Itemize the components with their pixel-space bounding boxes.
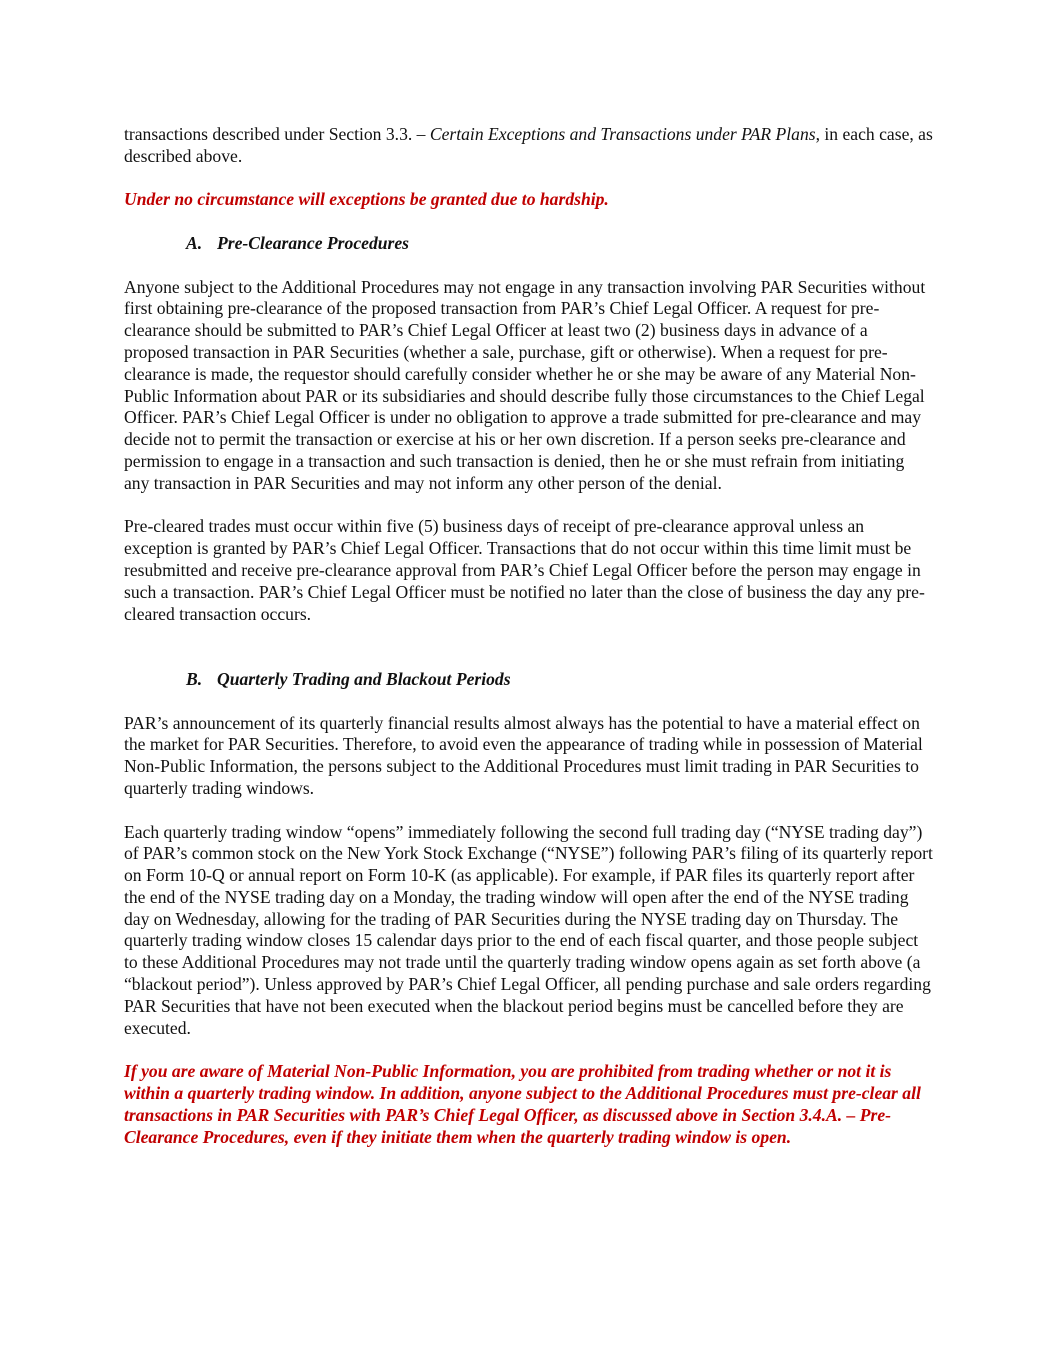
section-b-heading: [124, 669, 934, 691]
section-b-paragraph-2: Each quarterly trading window “opens” immediately following the second full trading day (“NYSE trading day”) of PAR’s common stock on the New York Stock Exchange (“NYSE”) following PAR’s filing of its quarterly report on Form 10-Q or annual report on Form 10-K (as applicable). For example, if PAR files its quarterly report after the end of the NYSE trading day on a Monday, the trading window will open after the end of the NYSE trading day on Wednesday, allowing for the trading of PAR Securities during the NYSE trading day on Thursday. The quarterly trading window closes 15 calendar days prior to the end of each fiscal quarter, and those people subject to these Additional Procedures may not trade until the quarterly trading window opens again as set forth above (a “blackout period”). Unless approved by PAR’s Chief Legal Officer, all pending purchase and sale orders regarding PAR Securities that have not been executed when the blackout period begins must be cancelled before they are executed.: [124, 821, 933, 1038]
section-a-heading: [124, 233, 934, 255]
intro-section-reference: Certain Exceptions and Transactions under PAR Plans: [429, 124, 816, 144]
intro-paragraph: [124, 124, 934, 168]
intro-text-after: , in each case, as described above.: [124, 124, 933, 166]
section-a-paragraph-2: Pre-cleared trades must occur within five (5) business days of receipt of pre-clearance approval unless an exception is granted by PAR’s Chief Legal Officer. Transactions that do not occur within this time limit must be resubmitted and receive pre-clearance approval from PAR’s Chief Legal Officer before the person may engage in such a transaction. PAR’s Chief Legal Officer must be notified no later than the close of business the day any pre-cleared transaction occurs.: [124, 516, 925, 624]
hardship-notice: Under no circumstance will exceptions be granted due to hardship.: [124, 189, 609, 210]
section-b-warning: If you are aware of Material Non-Public Information, you are prohibited from trading whether or not it is within a quarterly trading window. In addition, anyone subject to the Additional Procedures must pre-clear all transactions in PAR Securities with PAR’s Chief Legal Officer, as discussed above in Section 3.4.A. – Pre-Clearance Procedures, even if they initiate them when the quarterly trading window is open.: [124, 1061, 921, 1147]
section-a-title: Pre-Clearance Procedures: [217, 232, 410, 253]
document-page: [124, 124, 934, 1148]
section-b-paragraph-1: PAR’s announcement of its quarterly financial results almost always has the potential to have a material effect on the market for PAR Securities. Therefore, to avoid even the appearance of trading while in possession of Material Non-Public Information, the persons subject to the Additional Procedures must limit trading in PAR Securities to quarterly trading windows.: [124, 712, 923, 798]
section-b-letter: B.: [186, 668, 203, 689]
intro-text-before: transactions described under Section 3.3. –: [124, 124, 430, 144]
section-a-paragraph-1: Anyone subject to the Additional Procedures may not engage in any transaction involving PAR Securities without first obtaining pre-clearance of the proposed transaction from PAR’s Chief Legal Officer. A request for pre-clearance should be submitted to PAR’s Chief Legal Officer at least two (2) business days in advance of a proposed transaction in PAR Securities (whether a sale, purchase, gift or otherwise). When a request for pre-clearance is made, the requestor should carefully consider whether he or she may be aware of any Material Non-Public Information about PAR or its subsidiaries and should describe fully those circumstances to the Chief Legal Officer. PAR’s Chief Legal Officer is under no obligation to approve a trade submitted for pre-clearance and may decide not to permit the transaction or exercise at his or her own discretion. If a person seeks pre-clearance and permission to engage in a transaction and such transaction is denied, then he or she must refrain from initiating any transaction in PAR Securities and may not inform any other person of the denial.: [124, 276, 926, 493]
section-a-letter: A.: [186, 232, 203, 253]
section-b-title: Quarterly Trading and Blackout Periods: [217, 668, 511, 689]
